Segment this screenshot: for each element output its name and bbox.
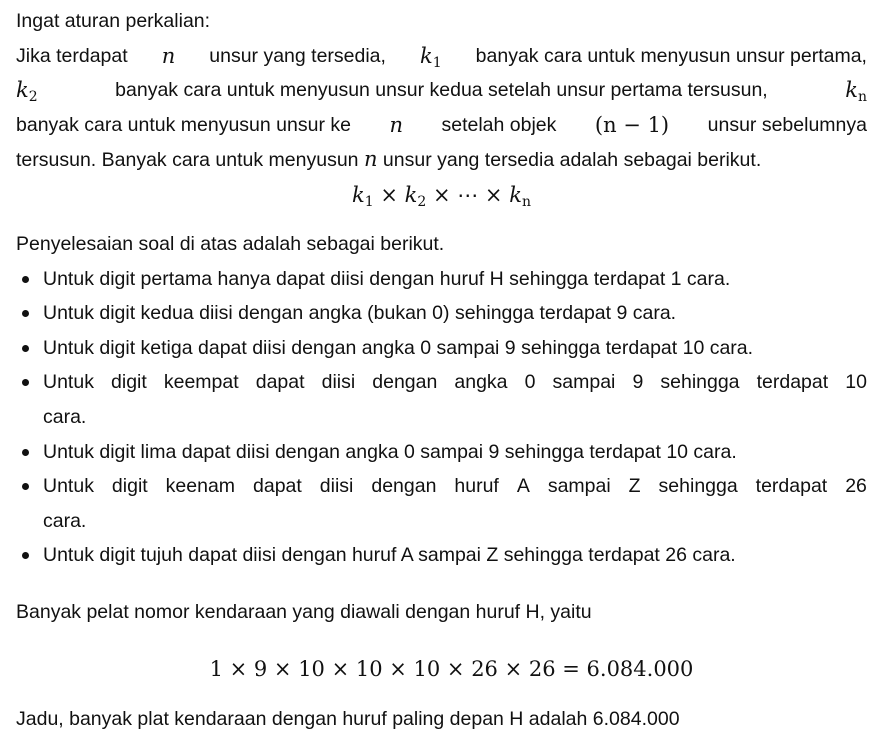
solution-list xyxy=(16,262,867,573)
list-item: Untuk digit ketiga dapat diisi dengan angka 0 sampai 9 sehingga terdapat 10 cara. xyxy=(16,331,867,366)
justified-line: Untuk digit keenam dapat diisi dengan huruf A sampai Z sehingga terdapat 26 xyxy=(43,475,867,498)
multiplication-rule-formula: $k_1 \times k_2$ × ⋯ × $k_n$ xyxy=(352,182,531,210)
conclusion: Jadu, banyak plat kendaraan dengan huruf paling depan H adalah 6.084.000 xyxy=(16,707,680,730)
list-item: Untuk digit keempat dapat diisi dengan angka 0 sampai 9 sehingga terdapat 10 cara. xyxy=(16,365,867,434)
list-item: Untuk digit pertama hanya dapat diisi dengan huruf H sehingga terdapat 1 cara. xyxy=(16,262,867,297)
justified-line: Untuk digit keempat dapat diisi dengan angka 0 sampai 9 sehingga terdapat 10 xyxy=(43,371,867,394)
rule-line-2: $k_2$ banyak cara untuk menyusun unsur kedua setelah unsur pertama tersusun, $k_n$ xyxy=(16,73,867,108)
list-item: Untuk digit keenam dapat diisi dengan huruf A sampai Z sehingga terdapat 26 cara. xyxy=(16,469,867,538)
k1-symbol: $k_1$ xyxy=(419,43,442,71)
rule-line-4: tersusun. Banyak cara untuk menyusun n unsur yang tersedia adalah sebagai berikut. xyxy=(16,147,762,172)
rule-line-1: Jika terdapat n unsur yang tersedia, $k_1$ banyak cara untuk menyusun unsur pertama, xyxy=(16,39,867,74)
list-item: Untuk digit lima dapat diisi dengan angka 0 sampai 9 sehingga terdapat 10 cara. xyxy=(16,435,867,470)
rule-line-3: banyak cara untuk menyusun unsur ke n setelah objek (n − 1) unsur sebelumnya xyxy=(16,112,867,137)
list-item: Untuk digit kedua diisi dengan angka (bukan 0) sehingga terdapat 9 cara. xyxy=(16,296,867,331)
k2-symbol: $k_2$ xyxy=(16,78,38,106)
solution-heading: Penyelesaian soal di atas adalah sebagai berikut. xyxy=(16,232,445,255)
kn-symbol: $k_n$ xyxy=(845,78,867,106)
rule-heading: Ingat aturan perkalian: xyxy=(16,10,211,32)
product-equation: 1 × 9 × 10 × 10 × 10 × 26 × 26 = 6.084.000 xyxy=(209,656,694,681)
result-intro: Banyak pelat nomor kendaraan yang diawali dengan huruf H, yaitu xyxy=(16,600,592,623)
list-item: Untuk digit tujuh dapat diisi dengan huruf A sampai Z sehingga terdapat 26 cara. xyxy=(16,538,867,573)
